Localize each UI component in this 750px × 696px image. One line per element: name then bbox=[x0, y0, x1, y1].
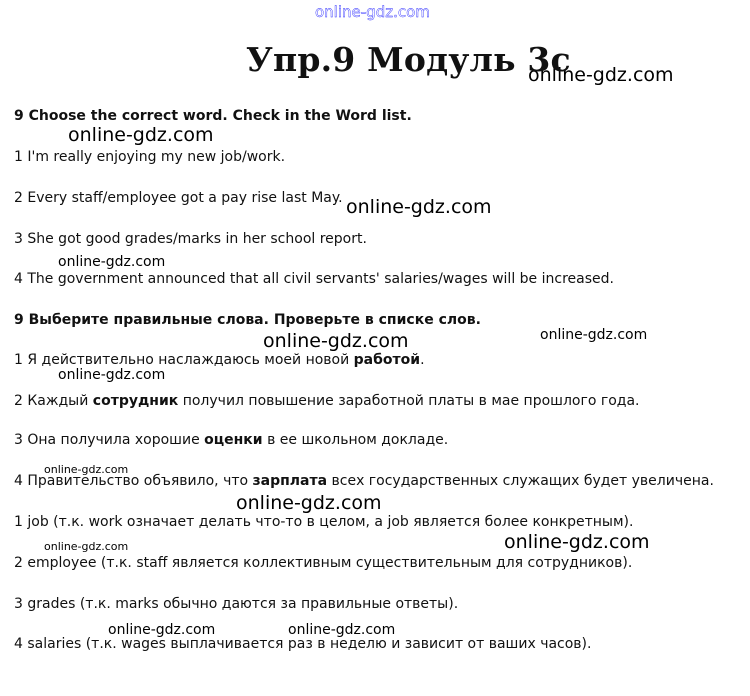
exercise-heading-en: 9 Choose the correct word. Check in the Word list. bbox=[14, 108, 412, 124]
exercise-item-en: 2 Every staff/employee got a pay rise last May. bbox=[14, 190, 343, 206]
watermark: online-gdz.com bbox=[236, 492, 382, 514]
exercise-item-en: 4 The government announced that all civil servants' salaries/wages will be increased. bbox=[14, 271, 614, 287]
answer-line: 1 job (т.к. work означает делать что-то в целом, а job является более конкретным). bbox=[14, 514, 634, 530]
answer-word: сотрудник bbox=[92, 393, 179, 409]
item-text: 2 Каждый bbox=[14, 393, 93, 409]
exercise-item-ru bbox=[14, 432, 448, 448]
exercise-item-ru bbox=[14, 473, 714, 489]
answer-line: 4 salaries (т.к. wages выплачивается раз в неделю и зависит от ваших часов). bbox=[14, 636, 592, 652]
answer-line: 3 grades (т.к. marks обычно даются за правильные ответы). bbox=[14, 596, 459, 612]
watermark: online-gdz.com bbox=[288, 622, 396, 638]
exercise-item-ru bbox=[14, 352, 425, 368]
watermark: online-gdz.com bbox=[263, 330, 409, 352]
item-text: 3 Она получила хорошие bbox=[14, 432, 205, 448]
answer-word: оценки bbox=[204, 432, 263, 448]
item-text: получил повышение заработной платы в мае прошлого года. bbox=[178, 393, 640, 409]
watermark: online-gdz.com bbox=[346, 196, 492, 218]
watermark: online-gdz.com bbox=[44, 463, 129, 476]
watermark: online-gdz.com bbox=[504, 531, 650, 553]
answer-word: зарплата bbox=[252, 473, 328, 489]
watermark: online-gdz.com bbox=[58, 254, 166, 270]
answer-word: работой bbox=[353, 352, 421, 368]
watermark: online-gdz.com bbox=[58, 367, 166, 383]
watermark: online-gdz.com bbox=[68, 124, 214, 146]
exercise-item-en: 1 I'm really enjoying my new job/work. bbox=[14, 149, 286, 165]
watermark: online-gdz.com bbox=[44, 540, 129, 553]
watermark: online-gdz.com bbox=[108, 622, 216, 638]
item-text: в ее школьном докладе. bbox=[262, 432, 449, 448]
watermark-top: online-gdz.com bbox=[315, 3, 430, 21]
item-text: всех государственных служащих будет увеличена. bbox=[327, 473, 714, 489]
page-title: Упр.9 Модуль 3с bbox=[246, 40, 571, 79]
exercise-heading-ru: 9 Выберите правильные слова. Проверьте в списке слов. bbox=[14, 312, 481, 328]
item-text: . bbox=[420, 352, 425, 368]
answer-line: 2 employee (т.к. staff является коллективным существительным для сотрудников). bbox=[14, 555, 633, 571]
exercise-item-ru bbox=[14, 393, 640, 409]
watermark: online-gdz.com bbox=[528, 64, 674, 86]
item-text: 4 Правительство объявило, что bbox=[14, 473, 253, 489]
exercise-item-en: 3 She got good grades/marks in her school report. bbox=[14, 231, 367, 247]
watermark: online-gdz.com bbox=[540, 327, 648, 343]
item-text: 1 Я действительно наслаждаюсь моей новой bbox=[14, 352, 354, 368]
